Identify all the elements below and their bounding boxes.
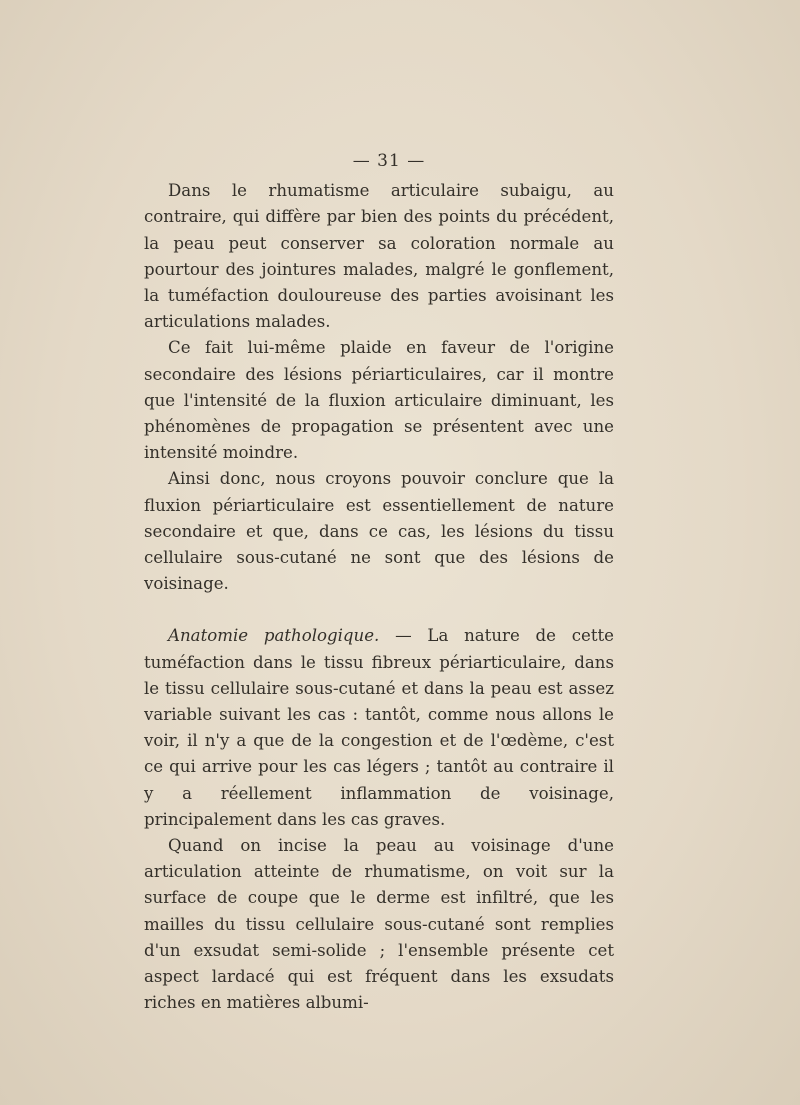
section-dash: — — [379, 626, 428, 646]
text-block — [144, 148, 614, 1017]
section-heading: Anatomie pathologique. — [168, 626, 380, 646]
paragraph-1: Dans le rhumatisme articulaire subaigu, au contraire, qui diffère par bien des points du précédent, la peau peut conserver sa coloration normale au pourtour des jointures malades, malgré le gonflement, la tuméfaction douloureuse des parties avoisinant les articulations malades. — [144, 181, 614, 332]
paragraph-4: Quand on incise la peau au voisinage d'une articulation atteinte de rhumatisme, on voit sur la surface de coupe que le derme est infiltré, que les mailles du tissu cellulaire sous-cutané sont remplies d'un exsudat semi-solide ; l'ensemble présente cet aspect lardacé qui est fréquent dans les exsudats riches en matières albumi- — [144, 836, 614, 1013]
page-number: — 31 — — [352, 151, 426, 171]
paragraph-2: Ce fait lui-même plaide en faveur de l'origine secondaire des lésions périarticulaires, car il montre que l'intensité de la fluxion articulaire diminuant, les phénomènes de propagation se présentent avec une intensité moindre. — [144, 338, 614, 463]
paragraph-3: Ainsi donc, nous croyons pouvoir conclure que la fluxion périarticulaire est essentiellement de nature secondaire et que, dans ce cas, les lésions du tissu cellulaire sous-cutané ne sont que des lésions de voisinage. — [144, 469, 614, 594]
section-paragraph — [144, 623, 614, 833]
section-text: La nature de cette tuméfaction dans le tissu fibreux périarticulaire, dans le tissu cellulaire sous-cutané et dans la peau est assez variable suivant les cas : tantôt, comme nous allons le voir, il n'y a que de la congestion et de l'œdème, c'est ce qui arrive pour les cas légers ; tantôt au contraire il y a réellement inflammation de voisinage, principalement dans les cas graves. — [144, 626, 614, 829]
section-gap — [144, 597, 614, 623]
